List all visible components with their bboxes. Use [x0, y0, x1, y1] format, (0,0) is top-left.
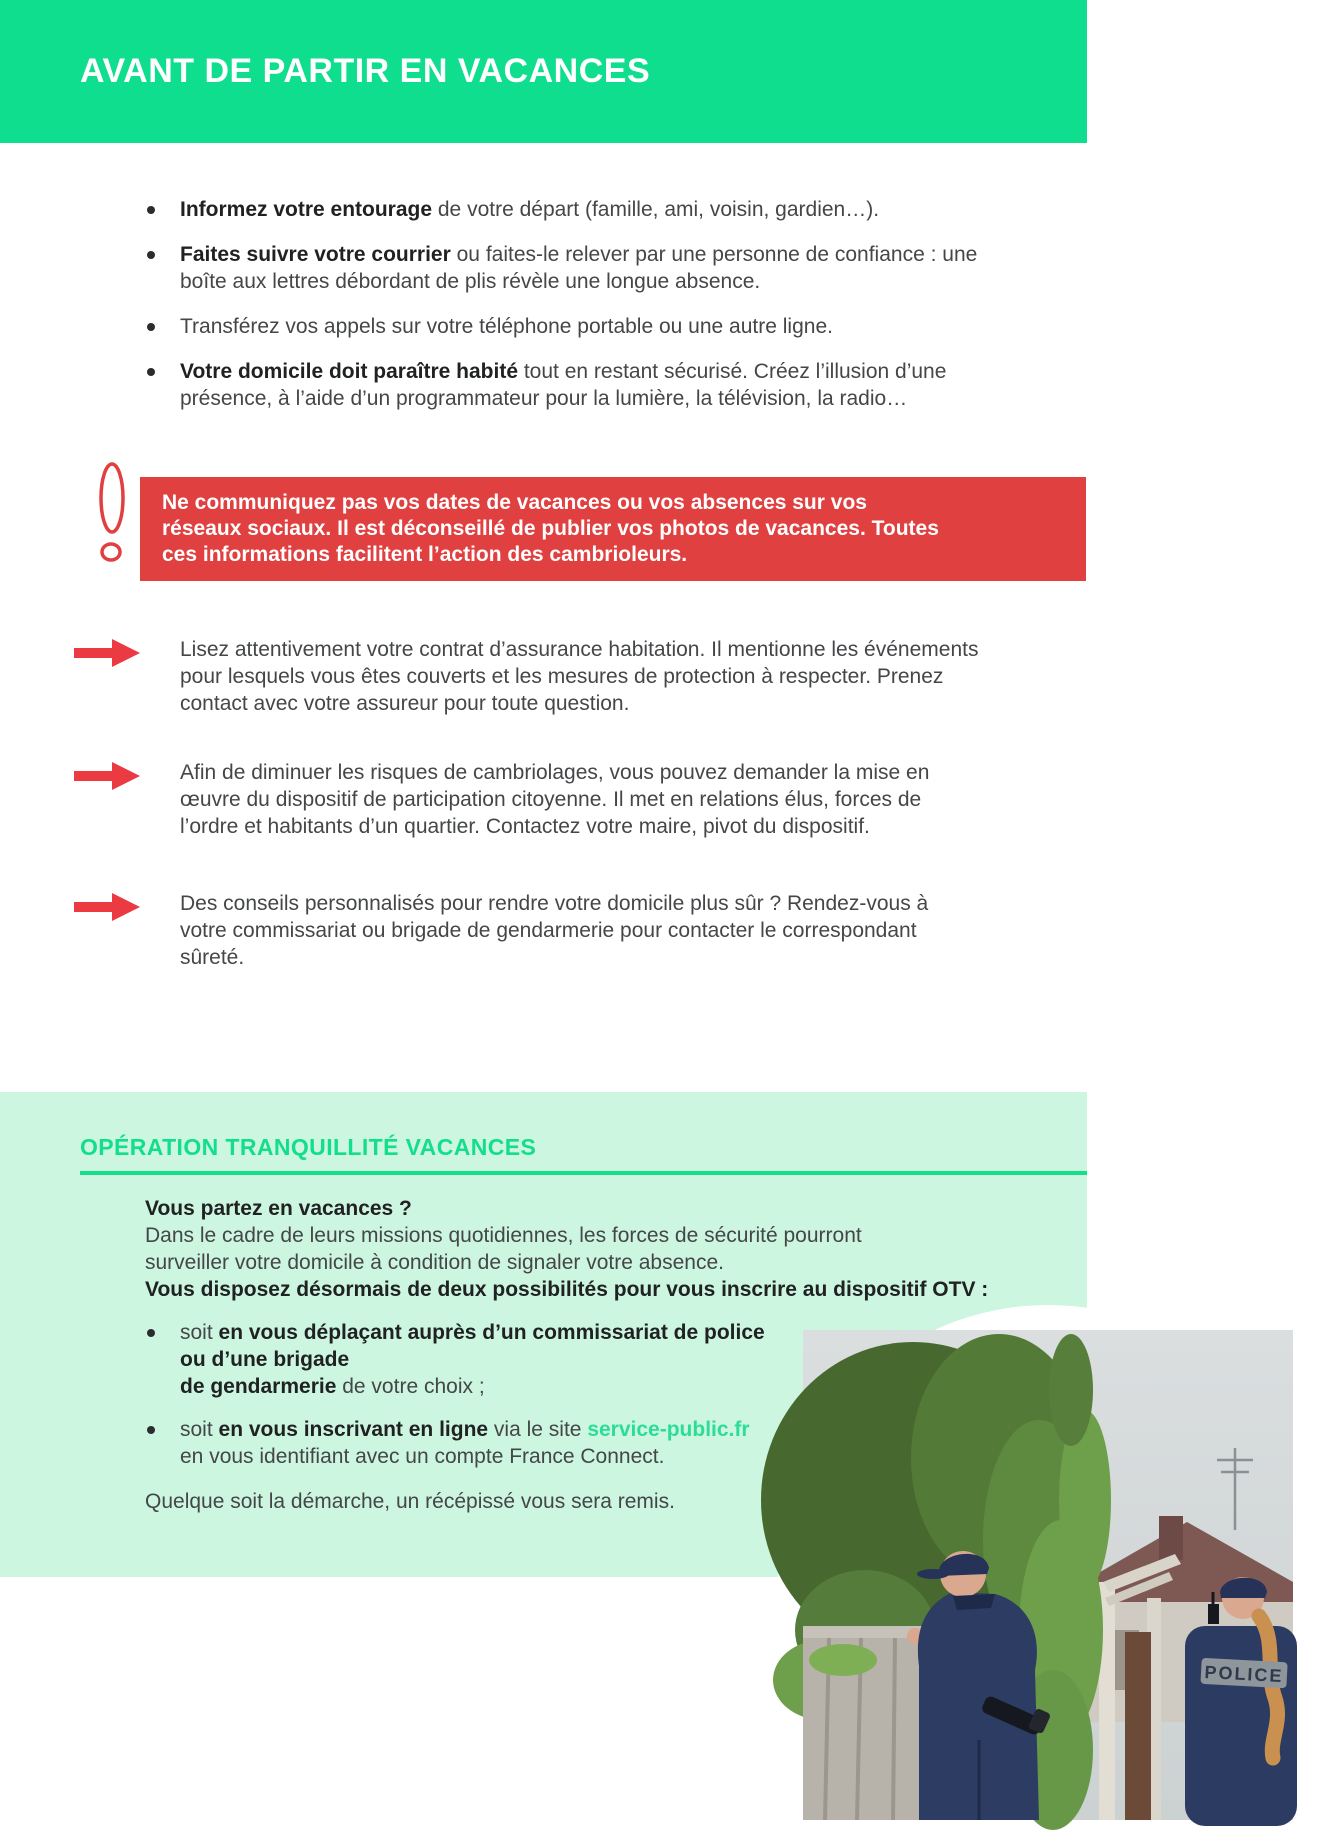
option-pre: soit	[180, 1418, 219, 1441]
bullet-icon	[147, 251, 155, 259]
exclamation-icon	[92, 460, 136, 570]
tip-bold: Votre domicile doit paraître habité	[180, 360, 519, 383]
advice-item	[74, 759, 1054, 840]
arrow-right-icon	[74, 639, 140, 672]
photo-chimney	[1159, 1516, 1183, 1560]
advice-text: Des conseils personnalisés pour rendre votre domicile plus sûr ? Rendez-vous à votre commissariat ou brigade de gendarmerie pour contacter le correspondant sûreté.	[180, 892, 929, 969]
option-bold: de gendarmerie	[180, 1375, 337, 1398]
link-service-public[interactable]: service-public.fr	[587, 1418, 750, 1441]
tips-list	[147, 196, 1027, 430]
bullet-icon	[147, 1426, 155, 1434]
list-item	[145, 1416, 840, 1470]
otv-section-title: OPÉRATION TRANQUILLITÉ VACANCES	[80, 1134, 537, 1160]
arrow-right-icon	[74, 762, 140, 795]
option-rest: de votre choix ;	[336, 1375, 485, 1398]
tip-text: ou faites-le relever par une personne de confiance : une boîte aux lettres débordant de plis révèle une longue absence.	[180, 243, 978, 293]
option-pre: soit	[180, 1321, 219, 1344]
otv-intro-text: Dans le cadre de leurs missions quotidiennes, les forces de sécurité pourront surveiller votre domicile à condition de signaler votre absence.	[145, 1224, 862, 1274]
police-photo	[803, 1330, 1293, 1820]
tip-text: de votre départ (famille, ami, voisin, gardien…).	[432, 198, 880, 221]
tip-bold: Faites suivre votre courrier	[180, 243, 451, 266]
otv-intro-question: Vous partez en vacances ?	[145, 1197, 412, 1220]
advice-text: Afin de diminuer les risques de cambriolages, vous pouvez demander la mise en œuvre du dispositif de participation citoyenne. Il met en relations élus, forces de l’ordre et habitants d’un quartier. Contactez votre maire, pivot du dispositif.	[180, 761, 930, 838]
otv-footer-text: Quelque soit la démarche, un récépissé vous sera remis.	[145, 1490, 675, 1513]
option-line2: en vous identifiant avec un compte France Connect.	[180, 1445, 665, 1468]
advice-item	[74, 636, 1054, 717]
header-banner	[0, 0, 1087, 143]
list-item	[147, 313, 990, 340]
warning-text: Ne communiquez pas vos dates de vacances ou vos absences sur vos réseaux sociaux. Il est déconseillé de publier vos photos de vacances. Toutes ces informations facilitent l’action des cambrioleurs.	[162, 491, 939, 566]
warning-box	[140, 477, 1086, 581]
bullet-icon	[147, 323, 155, 331]
title-underline	[80, 1171, 1087, 1175]
tip-text: Transférez vos appels sur votre téléphone portable ou une autre ligne.	[180, 315, 833, 338]
photo-police-label: POLICE	[1204, 1661, 1284, 1687]
advice-item	[74, 890, 1054, 971]
tip-text: tout en restant sécurisé. Créez l’illusion d’une présence, à l’aide d’un programmateur pour la lumière, la télévision, la radio…	[180, 360, 947, 410]
advice-list	[74, 636, 1054, 971]
list-item	[145, 1319, 840, 1400]
page-title: AVANT DE PARTIR EN VACANCES	[80, 52, 651, 90]
tip-bold: Informez votre entourage	[180, 198, 433, 221]
option-bold: en vous inscrivant en ligne	[218, 1418, 489, 1441]
otv-intro-bold: Vous disposez désormais de deux possibilités pour vous inscrire au dispositif OTV :	[145, 1278, 989, 1301]
bullet-icon	[147, 206, 155, 214]
bullet-icon	[147, 1329, 155, 1337]
list-item	[147, 196, 990, 223]
bullet-icon	[147, 368, 155, 376]
option-bold: ou d’une brigade	[180, 1348, 350, 1371]
advice-text: Lisez attentivement votre contrat d’assurance habitation. Il mentionne les événements pour lesquels vous êtes couverts et les mesures de protection à respecter. Prenez contact avec votre assureur pour toute question.	[180, 638, 979, 715]
list-item	[147, 358, 990, 412]
arrow-right-icon	[74, 893, 140, 926]
option-bold: en vous déplaçant auprès d’un commissariat de police	[218, 1321, 765, 1344]
list-item	[147, 241, 990, 295]
option-mid: via le site	[488, 1418, 588, 1441]
